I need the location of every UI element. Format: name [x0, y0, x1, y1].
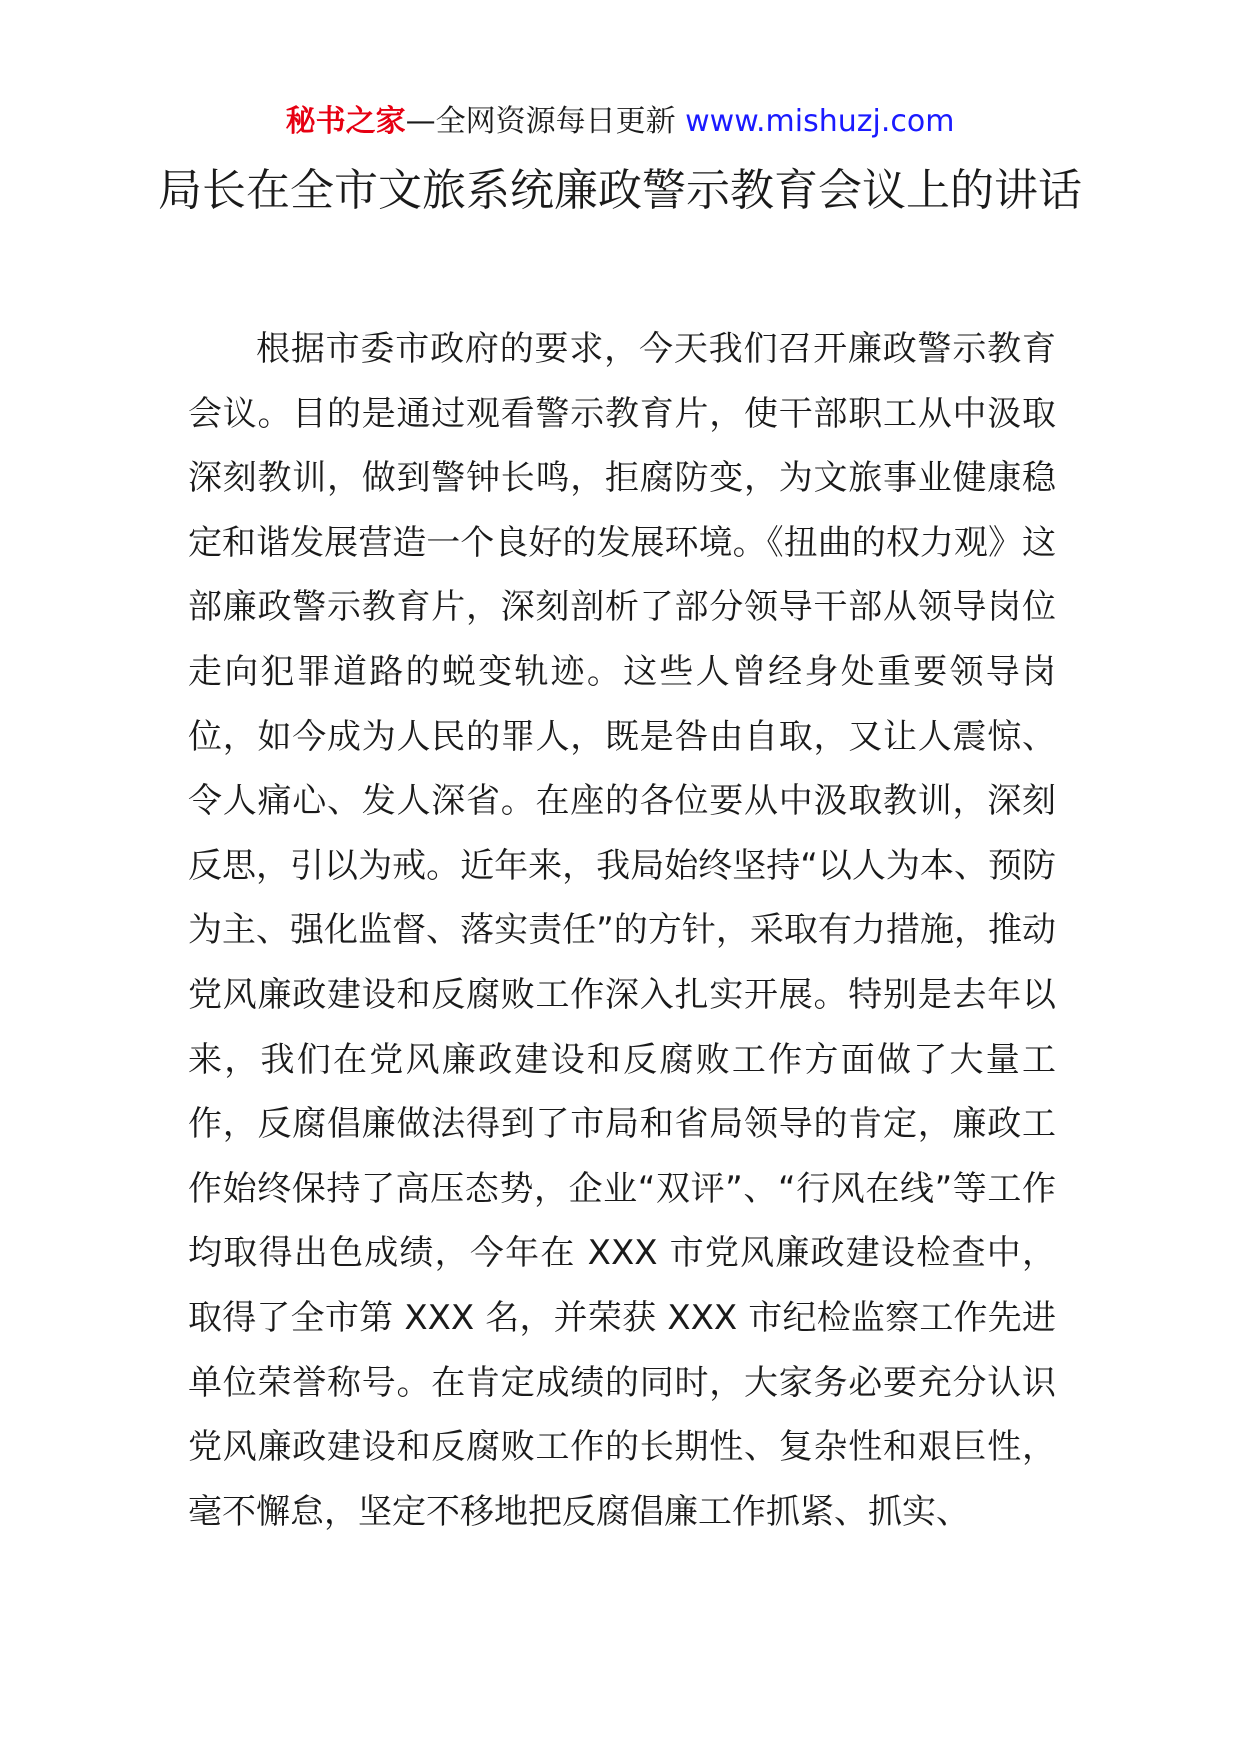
header-tagline: —全网资源每日更新	[405, 104, 686, 139]
site-url[interactable]: www.mishuzj.com	[685, 104, 955, 139]
body-paragraph: 根据市委市政府的要求，今天我们召开廉政警示教育会议。目的是通过观看警示教育片，使干部职工从中汲取深刻教训，做到警钟长鸣，拒腐防变，为文旅事业健康稳定和谐发展营造一个良好的发展环境。《扭曲的权力观》这部廉政警示教育片，深刻剖析了部分领导干部从领导岗位走向犯罪道路的蜕变轨迹。这些人曾经身处重要领导岗位，如今成为人民的罪人，既是咎由自取，又让人震惊、令人痛心、发人深省。在座的各位要从中汲取教训，深刻反思，引以为戒。近年来，我局始终坚持“以人为本、预防为主、强化监督、落实责任”的方针，采取有力措施，推动党风廉政建设和反腐败工作深入扎实开展。特别是去年以来，我们在党风廉政建设和反腐败工作方面做了大量工作，反腐倡廉做法得到了市局和省局领导的肯定，廉政工作始终保持了高压态势，企业“双评”、“行风在线”等工作均取得出色成绩，今年在 XXX 市党风廉政建设检查中，取得了全市第 XXX 名，并荣获 XXX 市纪检监察工作先进单位荣誉称号。在肯定成绩的同时，大家务必要充分认识党风廉政建设和反腐败工作的长期性、复杂性和艰巨性，毫不懈怠，坚定不移地把反腐倡廉工作抓紧、抓实、	[188, 329, 1056, 1532]
site-header	[0, 102, 1240, 142]
brand-name: 秘书之家	[285, 104, 406, 139]
document-title: 局长在全市文旅系统廉政警示教育会议上的讲话	[158, 165, 1082, 216]
